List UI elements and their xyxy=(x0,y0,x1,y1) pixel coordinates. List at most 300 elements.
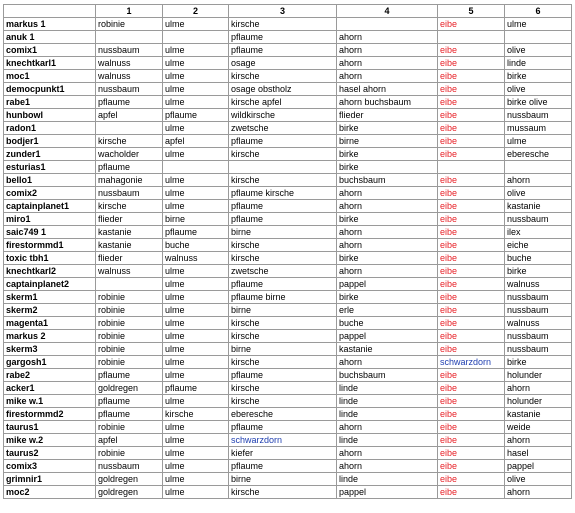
value-cell-col-4: ahorn xyxy=(337,421,438,434)
table-row xyxy=(4,200,572,213)
value-cell-col-1: flieder xyxy=(96,213,163,226)
header-cell-1: 1 xyxy=(96,5,163,18)
value-cell-col-6: holunder xyxy=(505,369,572,382)
table-row xyxy=(4,434,572,447)
value-cell-col-2: ulme xyxy=(163,330,229,343)
value-cell-col-3: pflaume xyxy=(229,31,337,44)
value-cell-col-6: olive xyxy=(505,83,572,96)
value-cell-col-2: ulme xyxy=(163,447,229,460)
value-cell-col-1: walnuss xyxy=(96,265,163,278)
header-cell-name xyxy=(4,5,96,18)
value-cell-col-5: eibe xyxy=(438,96,505,109)
value-cell-col-6 xyxy=(505,161,572,174)
value-cell-col-5: eibe xyxy=(438,174,505,187)
value-cell-col-3: kirsche xyxy=(229,252,337,265)
value-cell-col-6: nussbaum xyxy=(505,330,572,343)
value-cell-col-4: linde xyxy=(337,434,438,447)
value-cell-col-1: nussbaum xyxy=(96,44,163,57)
value-cell-col-6: olive xyxy=(505,187,572,200)
value-cell-col-6: birke xyxy=(505,70,572,83)
value-cell-col-5: eibe xyxy=(438,395,505,408)
value-cell-col-2: ulme xyxy=(163,291,229,304)
value-cell-col-4: ahorn buchsbaum xyxy=(337,96,438,109)
table-row xyxy=(4,239,572,252)
value-cell-col-4: pappel xyxy=(337,330,438,343)
value-cell-col-3: kiefer xyxy=(229,447,337,460)
value-cell-col-1: robinie xyxy=(96,291,163,304)
value-cell-col-2: ulme xyxy=(163,174,229,187)
value-cell-col-5: eibe xyxy=(438,239,505,252)
value-cell-col-6: olive xyxy=(505,473,572,486)
table-row xyxy=(4,252,572,265)
row-name-cell: rabe1 xyxy=(4,96,96,109)
value-cell-col-5: eibe xyxy=(438,460,505,473)
row-name-cell: grimnir1 xyxy=(4,473,96,486)
value-cell-col-1: nussbaum xyxy=(96,83,163,96)
value-cell-col-4: buchsbaum xyxy=(337,369,438,382)
row-name-cell: bello1 xyxy=(4,174,96,187)
table-row xyxy=(4,460,572,473)
row-name-cell: mike w.2 xyxy=(4,434,96,447)
value-cell-col-5: eibe xyxy=(438,330,505,343)
table-row xyxy=(4,356,572,369)
value-cell-col-1 xyxy=(96,122,163,135)
value-cell-col-2: buche xyxy=(163,239,229,252)
value-cell-col-2: ulme xyxy=(163,265,229,278)
value-cell-col-6: ahorn xyxy=(505,486,572,499)
value-cell-col-4: birne xyxy=(337,135,438,148)
value-cell-col-5 xyxy=(438,161,505,174)
value-cell-col-3: pflaume xyxy=(229,369,337,382)
value-cell-col-6: nussbaum xyxy=(505,213,572,226)
value-cell-col-1 xyxy=(96,278,163,291)
value-cell-col-2: ulme xyxy=(163,304,229,317)
value-cell-col-1: flieder xyxy=(96,252,163,265)
value-cell-col-5: eibe xyxy=(438,291,505,304)
value-cell-col-5: eibe xyxy=(438,44,505,57)
value-cell-col-5: eibe xyxy=(438,148,505,161)
value-cell-col-3 xyxy=(229,161,337,174)
row-name-cell: skerm2 xyxy=(4,304,96,317)
table-row xyxy=(4,135,572,148)
value-cell-col-1: kastanie xyxy=(96,239,163,252)
value-cell-col-2: ulme xyxy=(163,317,229,330)
value-cell-col-1: robinie xyxy=(96,421,163,434)
value-cell-col-4: buchsbaum xyxy=(337,174,438,187)
value-cell-col-3: birne xyxy=(229,304,337,317)
value-cell-col-5: eibe xyxy=(438,226,505,239)
value-cell-col-4: ahorn xyxy=(337,265,438,278)
value-cell-col-5: eibe xyxy=(438,304,505,317)
value-cell-col-1: robinie xyxy=(96,317,163,330)
value-cell-col-5: eibe xyxy=(438,252,505,265)
value-cell-col-4: ahorn xyxy=(337,44,438,57)
value-cell-col-4: linde xyxy=(337,382,438,395)
row-name-cell: comix3 xyxy=(4,460,96,473)
value-cell-col-1: pflaume xyxy=(96,369,163,382)
value-cell-col-6: mussaum xyxy=(505,122,572,135)
value-cell-col-2: ulme xyxy=(163,486,229,499)
value-cell-col-1: robinie xyxy=(96,447,163,460)
value-cell-col-5: eibe xyxy=(438,265,505,278)
value-cell-col-3: kirsche xyxy=(229,486,337,499)
value-cell-col-4: ahorn xyxy=(337,200,438,213)
value-cell-col-5: eibe xyxy=(438,447,505,460)
value-cell-col-1: robinie xyxy=(96,304,163,317)
table-body xyxy=(4,18,572,499)
value-cell-col-3: kirsche xyxy=(229,382,337,395)
value-cell-col-3: pflaume kirsche xyxy=(229,187,337,200)
value-cell-col-6: nussbaum xyxy=(505,291,572,304)
row-name-cell: saic749 1 xyxy=(4,226,96,239)
table-row xyxy=(4,83,572,96)
row-name-cell: moc2 xyxy=(4,486,96,499)
table-row xyxy=(4,18,572,31)
value-cell-col-1: robinie xyxy=(96,330,163,343)
value-cell-col-5: eibe xyxy=(438,122,505,135)
row-name-cell: taurus1 xyxy=(4,421,96,434)
value-cell-col-3: eberesche xyxy=(229,408,337,421)
value-cell-col-2: ulme xyxy=(163,187,229,200)
value-cell-col-3: birne xyxy=(229,343,337,356)
value-cell-col-6: ulme xyxy=(505,18,572,31)
value-cell-col-2: pflaume xyxy=(163,226,229,239)
value-cell-col-4: ahorn xyxy=(337,460,438,473)
value-cell-col-6: ilex xyxy=(505,226,572,239)
value-cell-col-3: kirsche xyxy=(229,70,337,83)
value-cell-col-5: eibe xyxy=(438,434,505,447)
value-cell-col-5: eibe xyxy=(438,187,505,200)
row-name-cell: mike w.1 xyxy=(4,395,96,408)
value-cell-col-3: birne xyxy=(229,473,337,486)
value-cell-col-1: nussbaum xyxy=(96,187,163,200)
value-cell-col-5: eibe xyxy=(438,369,505,382)
value-cell-col-5: eibe xyxy=(438,213,505,226)
table-row xyxy=(4,343,572,356)
value-cell-col-1: apfel xyxy=(96,434,163,447)
header-cell-4: 4 xyxy=(337,5,438,18)
table-row xyxy=(4,161,572,174)
value-cell-col-4: birke xyxy=(337,291,438,304)
value-cell-col-5: eibe xyxy=(438,486,505,499)
table-row xyxy=(4,447,572,460)
value-cell-col-6: eberesche xyxy=(505,148,572,161)
value-cell-col-4: ahorn xyxy=(337,187,438,200)
table-row xyxy=(4,330,572,343)
value-cell-col-2: ulme xyxy=(163,122,229,135)
value-cell-col-4: birke xyxy=(337,122,438,135)
value-cell-col-1: wacholder xyxy=(96,148,163,161)
value-cell-col-3: pflaume xyxy=(229,460,337,473)
table-row xyxy=(4,187,572,200)
value-cell-col-3: pflaume xyxy=(229,213,337,226)
value-cell-col-1: kastanie xyxy=(96,226,163,239)
value-cell-col-3: kirsche xyxy=(229,239,337,252)
value-cell-col-6: eiche xyxy=(505,239,572,252)
value-cell-col-3: zwetsche xyxy=(229,265,337,278)
value-cell-col-4: buche xyxy=(337,317,438,330)
value-cell-col-5: eibe xyxy=(438,200,505,213)
value-cell-col-6: walnuss xyxy=(505,278,572,291)
table-row xyxy=(4,31,572,44)
row-name-cell: markus 2 xyxy=(4,330,96,343)
value-cell-col-5: eibe xyxy=(438,135,505,148)
value-cell-col-6: olive xyxy=(505,44,572,57)
value-cell-col-6: nussbaum xyxy=(505,109,572,122)
value-cell-col-3: pflaume xyxy=(229,135,337,148)
value-cell-col-1: robinie xyxy=(96,343,163,356)
value-cell-col-4: hasel ahorn xyxy=(337,83,438,96)
value-cell-col-3: schwarzdorn xyxy=(229,434,337,447)
value-cell-col-2: ulme xyxy=(163,44,229,57)
row-name-cell: anuk 1 xyxy=(4,31,96,44)
value-cell-col-3: kirsche xyxy=(229,356,337,369)
value-cell-col-5: eibe xyxy=(438,473,505,486)
value-cell-col-2: walnuss xyxy=(163,252,229,265)
value-cell-col-4: kastanie xyxy=(337,343,438,356)
value-cell-col-6: birke xyxy=(505,265,572,278)
value-cell-col-4: ahorn xyxy=(337,239,438,252)
value-cell-col-4: pappel xyxy=(337,486,438,499)
value-cell-col-2: ulme xyxy=(163,460,229,473)
value-cell-col-1: pflaume xyxy=(96,161,163,174)
row-name-cell: comix1 xyxy=(4,44,96,57)
value-cell-col-5: eibe xyxy=(438,421,505,434)
table-row xyxy=(4,369,572,382)
value-cell-col-3: kirsche xyxy=(229,18,337,31)
value-cell-col-2: ulme xyxy=(163,70,229,83)
value-cell-col-2: ulme xyxy=(163,200,229,213)
value-cell-col-1: walnuss xyxy=(96,70,163,83)
value-cell-col-6: kastanie xyxy=(505,408,572,421)
value-cell-col-4: erle xyxy=(337,304,438,317)
value-cell-col-1 xyxy=(96,31,163,44)
value-cell-col-1: goldregen xyxy=(96,382,163,395)
value-cell-col-6: ahorn xyxy=(505,382,572,395)
value-cell-col-5: eibe xyxy=(438,317,505,330)
table-row xyxy=(4,57,572,70)
table-row xyxy=(4,109,572,122)
table-row xyxy=(4,421,572,434)
value-cell-col-5: eibe xyxy=(438,109,505,122)
value-cell-col-4 xyxy=(337,18,438,31)
value-cell-col-4: ahorn xyxy=(337,31,438,44)
table-row xyxy=(4,304,572,317)
value-cell-col-1: nussbaum xyxy=(96,460,163,473)
header-cell-5: 5 xyxy=(438,5,505,18)
value-cell-col-4: birke xyxy=(337,161,438,174)
value-cell-col-3: kirsche apfel xyxy=(229,96,337,109)
value-cell-col-2: ulme xyxy=(163,395,229,408)
value-cell-col-3: osage xyxy=(229,57,337,70)
value-cell-col-4: ahorn xyxy=(337,226,438,239)
value-cell-col-2: ulme xyxy=(163,343,229,356)
value-cell-col-4: birke xyxy=(337,252,438,265)
table-row xyxy=(4,317,572,330)
value-cell-col-3: birne xyxy=(229,226,337,239)
value-cell-col-1: pflaume xyxy=(96,395,163,408)
value-cell-col-3: kirsche xyxy=(229,330,337,343)
value-cell-col-6: walnuss xyxy=(505,317,572,330)
row-name-cell: rabe2 xyxy=(4,369,96,382)
value-cell-col-1: pflaume xyxy=(96,96,163,109)
wood-table xyxy=(3,4,572,499)
table-row xyxy=(4,278,572,291)
value-cell-col-6: buche xyxy=(505,252,572,265)
value-cell-col-2: ulme xyxy=(163,278,229,291)
row-name-cell: knechtkarl1 xyxy=(4,57,96,70)
value-cell-col-2: apfel xyxy=(163,135,229,148)
row-name-cell: captainplanet2 xyxy=(4,278,96,291)
row-name-cell: moc1 xyxy=(4,70,96,83)
value-cell-col-4: ahorn xyxy=(337,356,438,369)
row-name-cell: captainplanet1 xyxy=(4,200,96,213)
value-cell-col-4: birke xyxy=(337,148,438,161)
value-cell-col-6: weide xyxy=(505,421,572,434)
value-cell-col-3: kirsche xyxy=(229,317,337,330)
value-cell-col-5: eibe xyxy=(438,343,505,356)
table-row xyxy=(4,44,572,57)
value-cell-col-2: ulme xyxy=(163,83,229,96)
table-row xyxy=(4,382,572,395)
value-cell-col-1: kirsche xyxy=(96,200,163,213)
table-row xyxy=(4,70,572,83)
value-cell-col-6: hasel xyxy=(505,447,572,460)
value-cell-col-2 xyxy=(163,161,229,174)
table-row xyxy=(4,473,572,486)
value-cell-col-5: eibe xyxy=(438,18,505,31)
table-row xyxy=(4,96,572,109)
value-cell-col-5 xyxy=(438,31,505,44)
value-cell-col-5: eibe xyxy=(438,278,505,291)
row-name-cell: firestormmd2 xyxy=(4,408,96,421)
value-cell-col-2: ulme xyxy=(163,369,229,382)
value-cell-col-2: ulme xyxy=(163,96,229,109)
value-cell-col-1: robinie xyxy=(96,18,163,31)
row-name-cell: acker1 xyxy=(4,382,96,395)
value-cell-col-3: pflaume birne xyxy=(229,291,337,304)
value-cell-col-3: pflaume xyxy=(229,200,337,213)
value-cell-col-6: birke olive xyxy=(505,96,572,109)
value-cell-col-6: nussbaum xyxy=(505,304,572,317)
row-name-cell: knechtkarl2 xyxy=(4,265,96,278)
table-row xyxy=(4,148,572,161)
value-cell-col-2: ulme xyxy=(163,18,229,31)
value-cell-col-2: ulme xyxy=(163,148,229,161)
value-cell-col-2: pflaume xyxy=(163,382,229,395)
value-cell-col-6: kastanie xyxy=(505,200,572,213)
value-cell-col-4: linde xyxy=(337,473,438,486)
table-row xyxy=(4,395,572,408)
value-cell-col-2 xyxy=(163,31,229,44)
value-cell-col-2: pflaume xyxy=(163,109,229,122)
value-cell-col-1: goldregen xyxy=(96,486,163,499)
value-cell-col-2: birne xyxy=(163,213,229,226)
value-cell-col-2: kirsche xyxy=(163,408,229,421)
value-cell-col-4: flieder xyxy=(337,109,438,122)
value-cell-col-3: zwetsche xyxy=(229,122,337,135)
table-row xyxy=(4,291,572,304)
row-name-cell: zunder1 xyxy=(4,148,96,161)
value-cell-col-1: robinie xyxy=(96,356,163,369)
value-cell-col-5: eibe xyxy=(438,382,505,395)
row-name-cell: taurus2 xyxy=(4,447,96,460)
row-name-cell: skerm1 xyxy=(4,291,96,304)
row-name-cell: esturias1 xyxy=(4,161,96,174)
value-cell-col-5: eibe xyxy=(438,408,505,421)
row-name-cell: bodjer1 xyxy=(4,135,96,148)
value-cell-col-6: nussbaum xyxy=(505,343,572,356)
row-name-cell: radon1 xyxy=(4,122,96,135)
table-row xyxy=(4,265,572,278)
value-cell-col-4: ahorn xyxy=(337,57,438,70)
value-cell-col-4: ahorn xyxy=(337,447,438,460)
value-cell-col-4: pappel xyxy=(337,278,438,291)
value-cell-col-6: ulme xyxy=(505,135,572,148)
value-cell-col-3: wildkirsche xyxy=(229,109,337,122)
value-cell-col-2: ulme xyxy=(163,473,229,486)
value-cell-col-6 xyxy=(505,31,572,44)
table-row xyxy=(4,408,572,421)
value-cell-col-1: pflaume xyxy=(96,408,163,421)
value-cell-col-5: schwarzdorn xyxy=(438,356,505,369)
row-name-cell: magenta1 xyxy=(4,317,96,330)
row-name-cell: hunbowl xyxy=(4,109,96,122)
value-cell-col-5: eibe xyxy=(438,83,505,96)
value-cell-col-2: ulme xyxy=(163,356,229,369)
value-cell-col-5: eibe xyxy=(438,70,505,83)
value-cell-col-3: kirsche xyxy=(229,395,337,408)
header-cell-3: 3 xyxy=(229,5,337,18)
value-cell-col-6: linde xyxy=(505,57,572,70)
value-cell-col-6: pappel xyxy=(505,460,572,473)
value-cell-col-3: kirsche xyxy=(229,174,337,187)
value-cell-col-2: ulme xyxy=(163,57,229,70)
value-cell-col-1: mahagonie xyxy=(96,174,163,187)
row-name-cell: toxic tbh1 xyxy=(4,252,96,265)
row-name-cell: comix2 xyxy=(4,187,96,200)
value-cell-col-4: linde xyxy=(337,395,438,408)
table-row xyxy=(4,174,572,187)
value-cell-col-5: eibe xyxy=(438,57,505,70)
value-cell-col-3: pflaume xyxy=(229,44,337,57)
header-cell-6: 6 xyxy=(505,5,572,18)
value-cell-col-4: birke xyxy=(337,213,438,226)
header-cell-2: 2 xyxy=(163,5,229,18)
value-cell-col-4: ahorn xyxy=(337,70,438,83)
value-cell-col-2: ulme xyxy=(163,421,229,434)
value-cell-col-6: birke xyxy=(505,356,572,369)
row-name-cell: skerm3 xyxy=(4,343,96,356)
row-name-cell: democpunkt1 xyxy=(4,83,96,96)
table-row xyxy=(4,213,572,226)
table-row xyxy=(4,122,572,135)
value-cell-col-3: osage obstholz xyxy=(229,83,337,96)
value-cell-col-3: pflaume xyxy=(229,278,337,291)
table-row xyxy=(4,226,572,239)
value-cell-col-6: holunder xyxy=(505,395,572,408)
row-name-cell: firestormmd1 xyxy=(4,239,96,252)
value-cell-col-4: linde xyxy=(337,408,438,421)
value-cell-col-1: walnuss xyxy=(96,57,163,70)
value-cell-col-3: pflaume xyxy=(229,421,337,434)
row-name-cell: markus 1 xyxy=(4,18,96,31)
value-cell-col-3: kirsche xyxy=(229,148,337,161)
value-cell-col-1: goldregen xyxy=(96,473,163,486)
value-cell-col-1: kirsche xyxy=(96,135,163,148)
value-cell-col-6: ahorn xyxy=(505,174,572,187)
row-name-cell: miro1 xyxy=(4,213,96,226)
